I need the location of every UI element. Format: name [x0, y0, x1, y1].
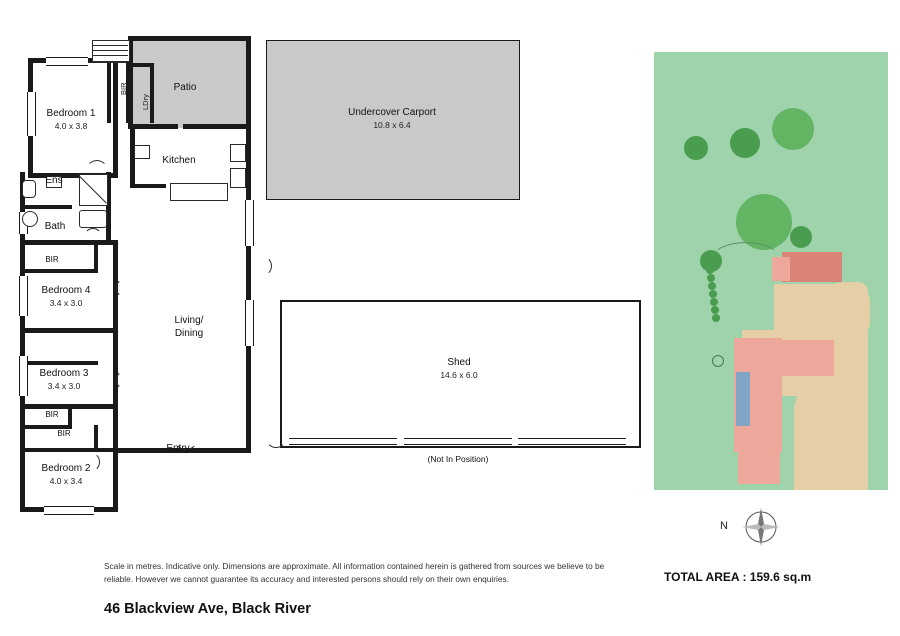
room-name: Ens: [45, 175, 63, 186]
room-name: Entry: [166, 443, 190, 454]
window-bed1-top: [46, 57, 88, 66]
room-name: BIR: [45, 410, 59, 419]
path-curve: [710, 242, 782, 280]
room-bedroom-2: [26, 463, 106, 486]
shed-dim: 14.6 x 6.0: [440, 369, 478, 380]
shed-door-1: [289, 438, 397, 445]
wall-ldry-top: [126, 63, 154, 67]
door-bed3: [116, 370, 136, 390]
room-name: BIR: [57, 429, 71, 438]
roof-upper: [782, 252, 842, 282]
door-living-right: [252, 256, 272, 276]
kitchen-stove: [230, 144, 246, 162]
site-marker-circle: [712, 355, 724, 367]
door-bed4: [116, 278, 136, 298]
room-bir-4: [42, 429, 86, 439]
wall-top-patio: [128, 36, 250, 41]
room-name: BIR: [45, 255, 59, 264]
wall-patio-bottom: [128, 124, 178, 129]
address-title: 46 Blackview Ave, Black River: [104, 601, 311, 617]
window-living-right-1: [245, 200, 254, 246]
wall-corridor-left: [113, 58, 118, 178]
tree-3: [684, 136, 708, 160]
shed-door-2: [404, 438, 512, 445]
room-bedroom-3: [24, 368, 104, 391]
compass: [738, 504, 784, 550]
door-bed1: [86, 160, 108, 182]
stair-step-1: [92, 45, 128, 46]
room-bedroom-4: [26, 285, 106, 308]
wall-bir-top-right: [94, 245, 98, 271]
tree-2: [772, 108, 814, 150]
room-name: Patio: [173, 82, 197, 93]
kitchen-fridge: [230, 168, 246, 188]
wall-bed3-top-sub: [20, 361, 98, 365]
room-name: LDry: [141, 94, 150, 110]
wall-patio-right: [246, 36, 251, 132]
wall-bir4-right: [94, 425, 98, 449]
room-name: Bedroom 4: [41, 285, 91, 296]
room-ens: [32, 175, 76, 188]
wall-ldry-right: [150, 63, 154, 123]
driveway-sand-4: [794, 382, 858, 490]
roof-main-lower: [738, 432, 780, 484]
room-dim: 4.0 x 3.8: [54, 120, 88, 131]
carport-name: Undercover Carport: [348, 107, 436, 118]
compass-label: N: [720, 520, 728, 532]
pool: [736, 372, 750, 426]
site-plan: [654, 52, 888, 490]
wall-top-right-connector: [183, 124, 251, 129]
room-dim: 3.4 x 3.0: [47, 380, 81, 391]
room-entry: [148, 443, 208, 456]
room-name: Bedroom 3: [39, 368, 89, 379]
carport-label: [306, 107, 478, 130]
room-bir-3: [30, 410, 74, 420]
window-bed2-bottom: [44, 506, 94, 515]
room-name: Bedroom 2: [41, 463, 91, 474]
room-name: Bedroom 1: [46, 108, 96, 119]
shed-name: Shed: [447, 357, 471, 368]
door-living-bottom: [266, 428, 286, 448]
room-dim: 3.4 x 3.0: [49, 297, 83, 308]
total-area: TOTAL AREA : 159.6 sq.m: [664, 570, 812, 584]
hedge-dot: [709, 290, 717, 298]
wall-corridor-left-2: [113, 240, 118, 452]
stair-step-2: [92, 50, 128, 51]
compass-icon: [738, 504, 784, 550]
room-bath: [32, 221, 78, 234]
room-name: BIR: [119, 82, 128, 95]
wall-bath-bottom: [20, 240, 118, 245]
wall-bed2-top: [20, 448, 118, 452]
wall-bed4-bottom: [20, 328, 118, 333]
room-kitchen: [144, 155, 214, 168]
hedge-dot: [708, 282, 716, 290]
room-name-2: Dining: [174, 327, 204, 339]
carport-dim: 10.8 x 6.4: [373, 119, 411, 130]
shed-label: [396, 357, 522, 380]
tree-5: [790, 226, 812, 248]
room-name: Bath: [44, 221, 66, 232]
bath-tub: [79, 210, 107, 228]
disclaimer-text: Scale in metres. Indicative only. Dimensions are approximate. All information contained herein is gathered from sources we believe to be reliable. However we cannot guarantee its accuracy and interested persons should rely on their own enquiries.: [104, 561, 605, 584]
hedge-dot: [711, 306, 719, 314]
room-name: Kitchen: [162, 155, 196, 166]
hedge-dot: [710, 298, 718, 306]
room-living-dining: [153, 315, 225, 340]
room-bedroom-1: [31, 108, 111, 131]
wall-bottom-right: [113, 448, 118, 512]
wall-kitchen-bottom: [130, 184, 166, 188]
door-bath: [84, 228, 102, 246]
window-living-right-2: [245, 300, 254, 346]
wall-right-living: [246, 128, 251, 453]
stairs: [92, 40, 130, 62]
stair-step-3: [92, 55, 128, 56]
hedge-dot: [712, 314, 720, 322]
kitchen-bench: [170, 183, 228, 201]
room-name: Living/: [174, 315, 204, 326]
room-dim: 4.0 x 3.4: [49, 475, 83, 486]
room-bir-2: [30, 255, 74, 265]
shed-door-3: [518, 438, 626, 445]
room-patio: [155, 82, 215, 95]
tree-1: [730, 128, 760, 158]
wall-ens-bath: [20, 205, 72, 209]
wall-bir-bed4: [20, 269, 98, 273]
hedge-dot: [707, 274, 715, 282]
shed-note: (Not In Position): [427, 454, 489, 464]
